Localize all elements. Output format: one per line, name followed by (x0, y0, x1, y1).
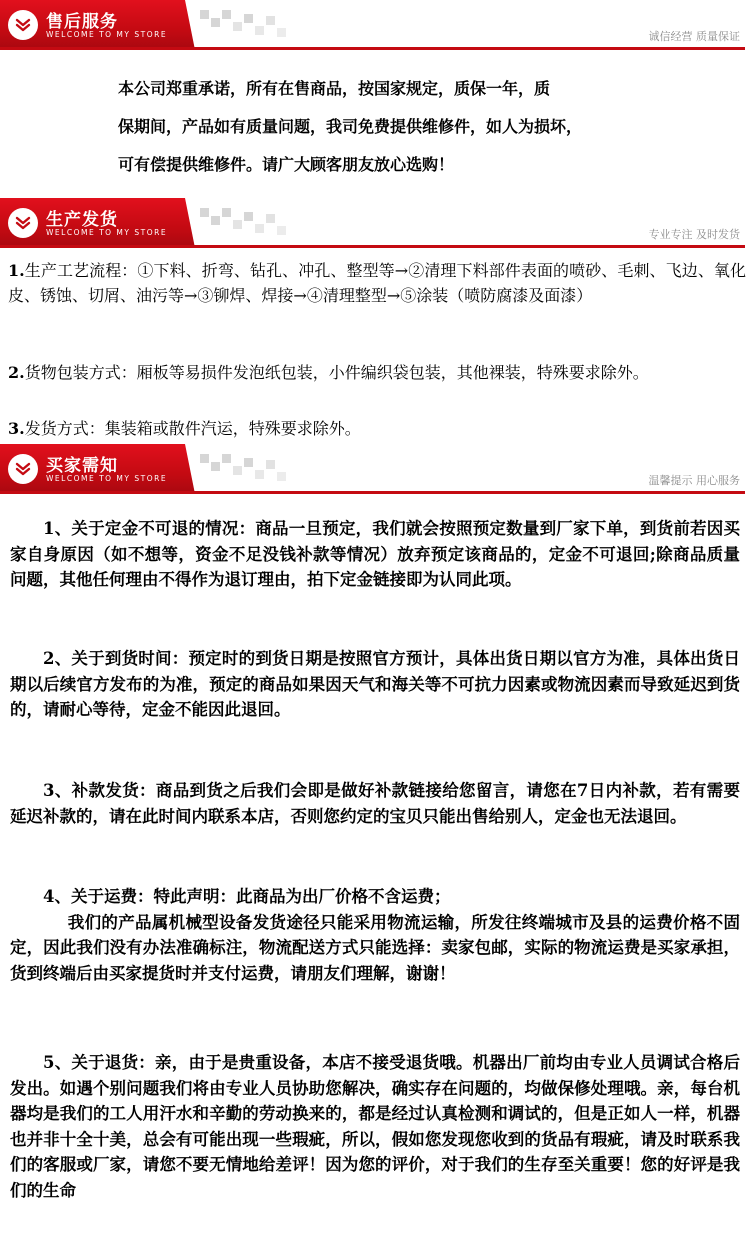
banner-title: 售后服务 (46, 12, 118, 32)
section-banner-buyer-notice (0, 444, 750, 494)
banner-underline (0, 47, 745, 50)
banner-underline (0, 245, 745, 248)
production-item-1 (8, 258, 746, 308)
item-text: 生产工艺流程：①下料、折弯、钻孔、冲孔、整型等→②清理下料部件表面的喷砂、毛刺、飞边、氧化皮、锈蚀、切屑、油污等→③铆焊、焊接→④清理整型→⑤涂装（喷防腐漆及面漆） (8, 261, 746, 305)
banner-slogan: 专业专注 及时发货 (648, 228, 740, 241)
item-number: 2. (8, 363, 25, 382)
after-sales-line-2: 保期间，产品如有质量问题，我司免费提供维修件，如人为损坏， (118, 117, 583, 136)
item-text: 货物包装方式：厢板等易损件发泡纸包装，小件编织袋包装，其他裸装，特殊要求除外。 (24, 363, 649, 382)
production-item-2 (8, 360, 746, 385)
banner-subtitle: WELCOME TO MY STORE (46, 474, 168, 483)
banner-title: 生产发货 (46, 210, 118, 230)
notice-item-4-heading: 4、关于运费：特此声明：此商品为出厂价格不含运费； (43, 887, 451, 906)
banner-slogan: 温馨提示 用心服务 (648, 474, 740, 487)
chevron-down-icon (8, 208, 38, 238)
chevron-down-icon (8, 454, 38, 484)
item-number: 1. (8, 261, 25, 280)
after-sales-line-3: 可有偿提供维修件。请广大顾客朋友放心选购！ (118, 155, 455, 174)
item-text: 发货方式：集装箱或散件汽运，特殊要求除外。 (24, 419, 361, 438)
notice-item-5: 5、关于退货：亲，由于是贵重设备，本店不接受退货哦。机器出厂前均由专业人员调试合格后发出。如遇个别问题我们将由专业人员协助您解决，确实存在问题的，均做保修处理哦。亲，每台机器均是我们的工人用汗水和辛勤的劳动换来的，都是经过认真检测和调试的，但是正如人一样，机器也并非十全十美，总会有可能出现一些瑕疵，所以，假如您发现您收到的货品有瑕疵，请及时联系我们的客服或厂家，请您不要无情地给差评！因为您的评价，对于我们的生存至关重要！您的好评是我们的生命 (10, 1053, 740, 1200)
notice-item-4-body: 我们的产品属机械型设备发货途径只能采用物流运输，所发往终端城市及县的运费价格不固定，因此我们没有办法准确标注，物流配送方式只能选择：卖家包邮，实际的物流运费是买家承担，货到终端后由买家提货时并支付运费，请朋友们理解，谢谢！ (10, 912, 740, 983)
notice-item-1: 1、关于定金不可退的情况：商品一旦预定，我们就会按照预定数量到厂家下单，到货前若因买家自身原因（如不想等，资金不足没钱补款等情况）放弃预定该商品的，定金不可退回;除商品质量问题，其他任何理由不得作为退订理由，拍下定金链接即为认同此项。 (10, 519, 740, 589)
banner-subtitle: WELCOME TO MY STORE (46, 228, 168, 237)
section-banner-after-sales (0, 0, 750, 50)
banner-subtitle: WELCOME TO MY STORE (46, 30, 168, 39)
banner-title: 买家需知 (46, 456, 118, 476)
item-number: 3. (8, 419, 25, 438)
section-banner-production (0, 198, 750, 248)
notice-item-4 (10, 884, 740, 986)
banner-underline (0, 491, 745, 494)
notice-item-2: 2、关于到货时间：预定时的到货日期是按照官方预计，具体出货日期以官方为准，具体出货日期以后续官方发布的为准，预定的商品如果因天气和海关等不可抗力因素或物流因素而导致延迟到货的，请耐心等待，定金不能因此退回。 (10, 649, 740, 719)
chevron-down-icon (8, 10, 38, 40)
production-item-3 (8, 416, 746, 441)
notice-item-3: 3、补款发货：商品到货之后我们会即是做好补款链接给您留言，请您在7日内补款，若有需要延迟补款的，请在此时间内联系本店，否则您约定的宝贝只能出售给别人，定金也无法退回。 (10, 781, 740, 826)
banner-slogan: 诚信经营 质量保证 (648, 30, 740, 43)
after-sales-line-1: 本公司郑重承诺，所有在售商品，按国家规定，质保一年，质 (118, 79, 551, 98)
